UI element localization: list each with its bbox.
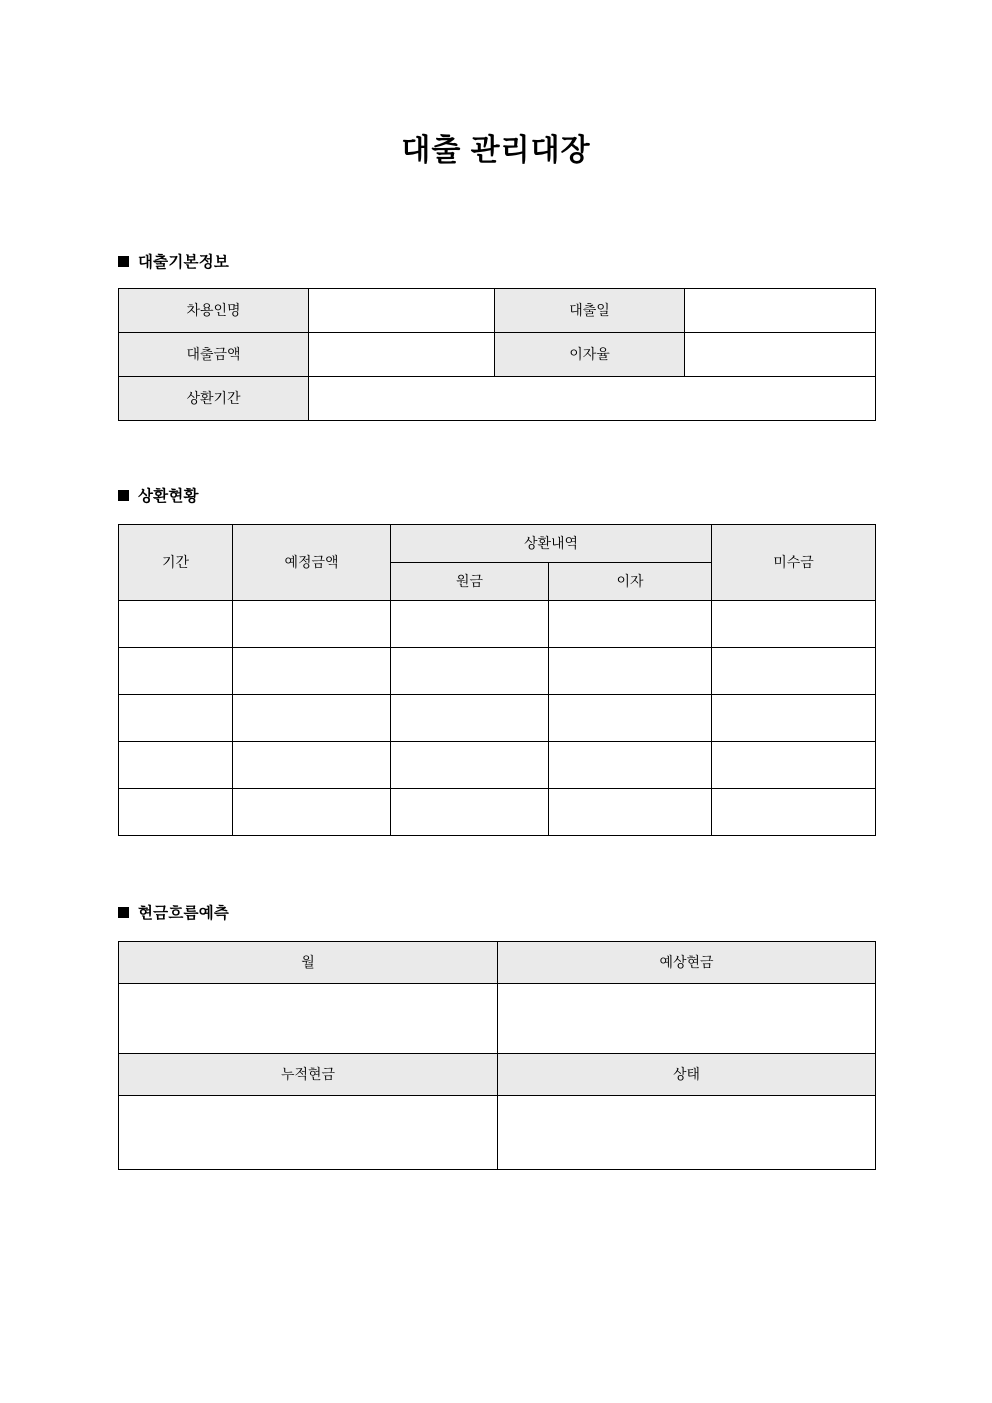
label-loan-amount: 대출금액 [119,333,309,377]
column-header-cumulative-cash: 누적현금 [119,1054,498,1096]
section-heading-label: 현금흐름예측 [138,905,230,922]
table-row [119,648,876,695]
section-heading-label: 상환현황 [138,488,199,505]
cell-scheduled-amount[interactable] [233,789,391,836]
cell-interest[interactable] [549,789,712,836]
square-bullet-icon [118,256,129,267]
cell-principal[interactable] [391,648,549,695]
table-row [119,695,876,742]
cell-period[interactable] [119,648,233,695]
cell-scheduled-amount[interactable] [233,601,391,648]
cell-cumulative-cash[interactable] [119,1096,498,1170]
label-loan-date: 대출일 [495,289,685,333]
cell-interest[interactable] [549,742,712,789]
cell-period[interactable] [119,601,233,648]
column-header-month: 월 [119,942,498,984]
cell-month[interactable] [119,984,498,1054]
label-repayment-period: 상환기간 [119,377,309,421]
cell-outstanding[interactable] [712,601,876,648]
page-title: 대출 관리대장 [401,134,591,167]
field-repayment-period[interactable] [309,377,876,421]
section-heading-repayment-status [118,484,199,506]
square-bullet-icon [118,907,129,918]
column-header-principal: 원금 [391,563,549,601]
field-loan-date[interactable] [685,289,876,333]
column-header-expected-cash: 예상현금 [498,942,876,984]
column-header-outstanding: 미수금 [712,525,876,601]
column-header-period: 기간 [119,525,233,601]
table-row [119,742,876,789]
cell-scheduled-amount[interactable] [233,648,391,695]
cell-outstanding[interactable] [712,742,876,789]
section-heading-label: 대출기본정보 [138,254,230,271]
column-header-scheduled-amount: 예정금액 [233,525,391,601]
section-heading-cashflow-forecast [118,901,229,923]
square-bullet-icon [118,490,129,501]
cell-principal[interactable] [391,789,549,836]
field-loan-amount[interactable] [309,333,495,377]
cashflow-forecast-table [118,941,876,1170]
basic-loan-info-table [118,288,876,421]
cell-expected-cash[interactable] [498,984,876,1054]
column-header-interest: 이자 [549,563,712,601]
cell-principal[interactable] [391,695,549,742]
cell-outstanding[interactable] [712,789,876,836]
cell-outstanding[interactable] [712,648,876,695]
field-interest-rate[interactable] [685,333,876,377]
cell-interest[interactable] [549,601,712,648]
cell-status[interactable] [498,1096,876,1170]
cell-scheduled-amount[interactable] [233,695,391,742]
cell-period[interactable] [119,742,233,789]
cell-interest[interactable] [549,648,712,695]
label-interest-rate: 이자율 [495,333,685,377]
table-row [119,984,876,1054]
cell-period[interactable] [119,789,233,836]
cell-outstanding[interactable] [712,695,876,742]
cell-period[interactable] [119,695,233,742]
table-row [119,789,876,836]
table-header-row [119,525,876,563]
column-header-repayment-detail: 상환내역 [391,525,712,563]
cell-principal[interactable] [391,601,549,648]
table-row [119,333,876,377]
label-borrower-name: 차용인명 [119,289,309,333]
cell-interest[interactable] [549,695,712,742]
repayment-status-table [118,524,876,836]
cell-principal[interactable] [391,742,549,789]
table-header-row [119,942,876,984]
table-row [119,1096,876,1170]
table-row [119,289,876,333]
cell-scheduled-amount[interactable] [233,742,391,789]
section-heading-basic-info [118,250,229,272]
table-row [119,377,876,421]
field-borrower-name[interactable] [309,289,495,333]
table-header-row [119,1054,876,1096]
column-header-status: 상태 [498,1054,876,1096]
table-row [119,601,876,648]
